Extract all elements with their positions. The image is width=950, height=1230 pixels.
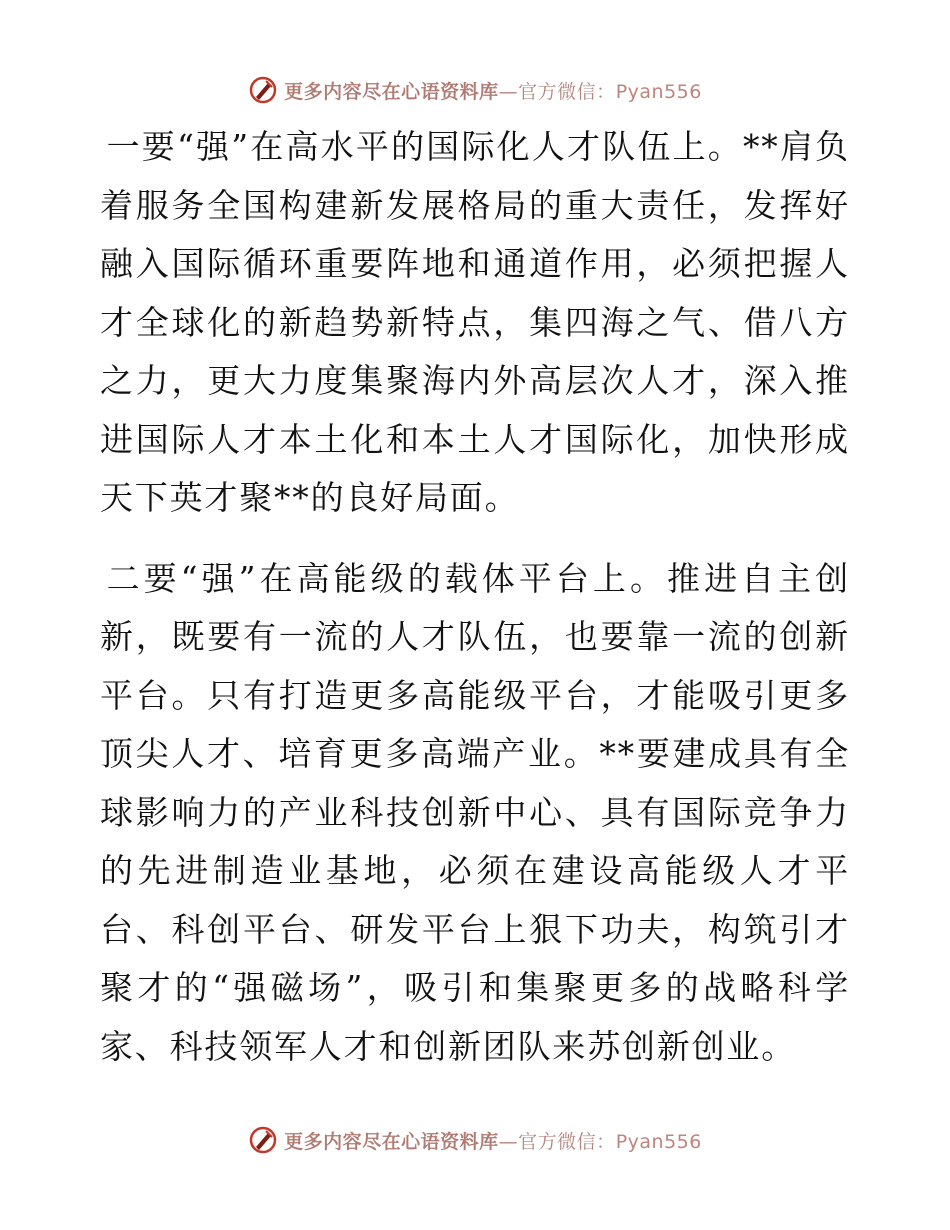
watermark-site: 更多内容尽在心语资料库 <box>284 80 499 103</box>
watermark-text <box>284 77 702 104</box>
paragraph-1: 一要“强”在高水平的国际化人才队伍上。**肩负着服务全国构建新发展格局的重大责任，发挥好融入国际循环重要阵地和通道作用，必须把握人才全球化的新趋势新特点，集四海之气、借八方之力，更大力度集聚海内外高层次人才，深入推进国际人才本土化和本土人才国际化，加快形成天下英才聚**的良好局面。 <box>100 127 850 517</box>
pen-circle-logo-icon <box>248 75 278 105</box>
watermark-dash: — <box>498 80 519 103</box>
paragraph-2: 二要“强”在高能级的载体平台上。推进自主创新，既要有一流的人才队伍，也要靠一流的创新平台。只有打造更多高能级平台，才能吸引更多顶尖人才、培育更多高端产业。**要建成具有全球影响力的产业科技创新中心、具有国际竞争力的先进制造业基地，必须在建设高能级人才平台、科创平台、研发平台上狠下功夫，构筑引才聚才的“强磁场”，吸引和集聚更多的战略科学家、科技领军人才和创新团队来苏创新创业。 <box>100 558 850 1066</box>
watermark-prefix: 官方微信： <box>518 80 616 103</box>
watermark-dash: — <box>498 1130 519 1153</box>
watermark-text <box>284 1127 702 1154</box>
watermark-header <box>0 70 950 110</box>
watermark-site: 更多内容尽在心语资料库 <box>284 1130 499 1153</box>
pen-circle-logo-icon <box>248 1125 278 1155</box>
watermark-wechat-id: Pyan556 <box>615 80 702 103</box>
document-body <box>100 118 850 1076</box>
watermark-prefix: 官方微信： <box>518 1130 616 1153</box>
watermark-wechat-id: Pyan556 <box>615 1130 702 1153</box>
watermark-footer <box>0 1120 950 1160</box>
